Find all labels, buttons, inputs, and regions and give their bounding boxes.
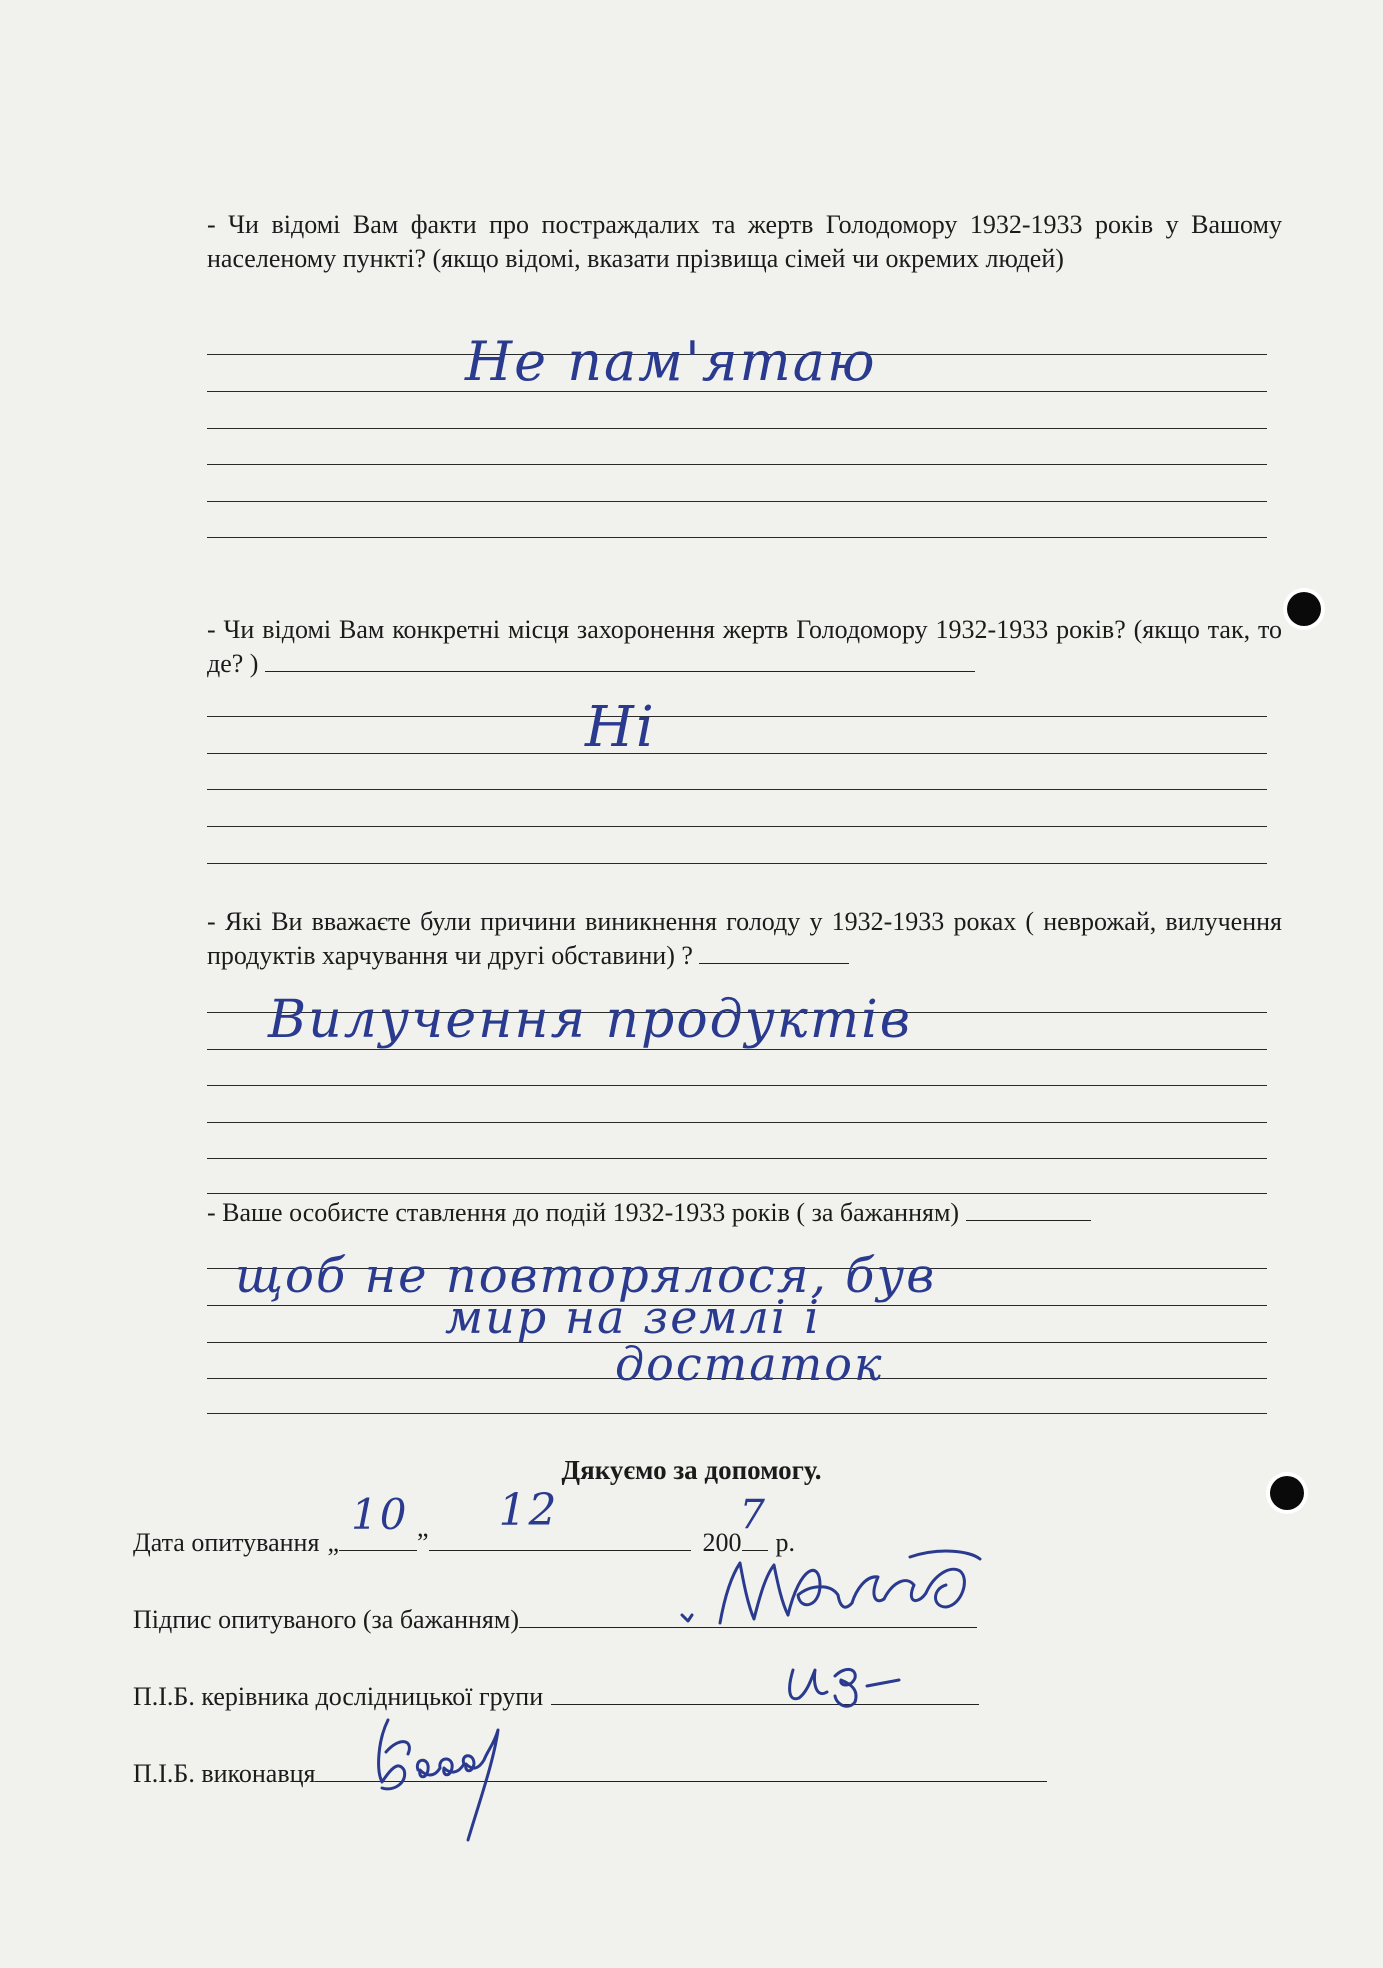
question-1 — [207, 208, 1282, 276]
answer-line — [207, 826, 1267, 827]
punch-hole-top — [1287, 592, 1321, 626]
performer-signature — [368, 1700, 568, 1850]
question-3-text: - Які Ви вважаєте були причини виникнення голоду у 1932-1933 роках ( неврожай, вилучення продуктів харчування чи другі обставини) ? — [207, 907, 1282, 970]
answer-line — [207, 1122, 1267, 1123]
question-1-text: - Чи відомі Вам факти про постраждалих та жертв Голодомору 1932-1933 років у Вашому населеному пункті? (якщо відомі, вказати прізвища сімей чи окремих людей) — [207, 210, 1282, 273]
answer-line — [207, 501, 1267, 502]
question-2-text: - Чи відомі Вам конкретні місця захоронення жертв Голодомору 1932-1933 років? (якщо так, то де? ) — [207, 615, 1282, 678]
date-year-value: 7 — [739, 1492, 767, 1538]
date-close-quote: ” — [416, 1528, 429, 1557]
date-year-prefix: 200 — [702, 1528, 742, 1557]
question-3-answer: Вилучення продуктів — [268, 990, 913, 1050]
date-day-field — [339, 1490, 417, 1551]
respondent-signature-label: Підпис опитуваного (за бажанням) — [133, 1605, 519, 1634]
question-4-answer-line-3: достаток — [615, 1337, 884, 1391]
performer-label: П.І.Б. виконавця — [133, 1759, 316, 1788]
answer-fill-line — [966, 1200, 1091, 1221]
question-4-answer-line-2: мир на землі і — [445, 1290, 821, 1344]
question-4 — [207, 1196, 1282, 1230]
respondent-signature — [670, 1545, 1000, 1635]
answer-line — [207, 428, 1267, 429]
question-4-answer-line-1: щоб не повторялося, був — [235, 1248, 937, 1304]
performer-line — [133, 1757, 1047, 1791]
answer-line — [207, 464, 1267, 465]
date-year-suffix: р. — [775, 1528, 796, 1557]
date-day-value: 10 — [350, 1490, 409, 1539]
question-1-answer: Не пам'ятаю — [465, 330, 877, 393]
question-2 — [207, 613, 1282, 681]
answer-fill-line — [265, 651, 975, 672]
date-month-field — [429, 1485, 691, 1551]
answer-line — [207, 753, 1267, 754]
thanks-heading: Дякуємо за допомогу. — [561, 1455, 822, 1485]
answer-line — [207, 863, 1267, 864]
date-open-quote: „ — [327, 1528, 339, 1557]
group-leader-label: П.І.Б. керівника дослідницької групи — [133, 1682, 544, 1711]
question-4-text: - Ваше особисте ставлення до подій 1932-1933 років ( за бажанням) — [207, 1196, 1282, 1230]
answer-line — [207, 716, 1267, 717]
answer-line — [207, 1085, 1267, 1086]
question-3 — [207, 905, 1282, 973]
question-2-answer: Ні — [585, 695, 656, 760]
answer-line — [207, 1413, 1267, 1414]
answer-line — [207, 537, 1267, 538]
answer-line — [207, 789, 1267, 790]
answer-line — [207, 1158, 1267, 1159]
date-label: Дата опитування — [133, 1528, 320, 1557]
answer-line — [207, 1193, 1267, 1194]
group-leader-signature — [775, 1640, 935, 1710]
answer-fill-line — [699, 943, 849, 964]
date-month-value: 12 — [498, 1485, 559, 1536]
